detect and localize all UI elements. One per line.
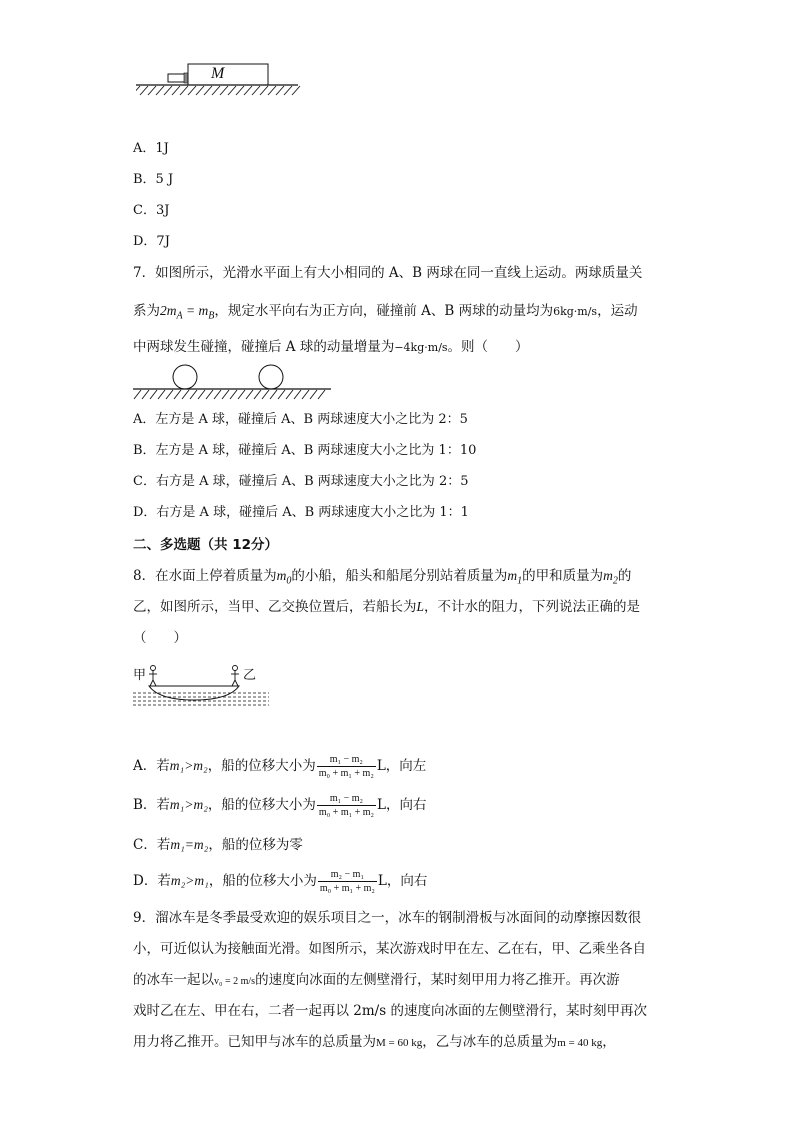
q8-figure [133,660,273,710]
block-label: M [211,65,225,82]
q7-option-b: B．左方是 A 球，碰撞后 A、B 两球速度大小之比为 1：10 [133,443,477,458]
ground-hatch [136,86,300,95]
q9-stem-line3: 的冰车一起以v₀ = 2 m/s的速度向冰面的左侧壁滑行，某时刻甲用力将乙推开。再次游 [133,972,620,988]
q6-option-b: B．5 J [133,172,174,187]
bullet-tip [184,73,188,83]
q6-option-d: D．7J [133,234,170,249]
q7-option-a: A．左方是 A 球，碰撞后 A、B 两球速度大小之比为 2：5 [133,412,468,427]
q7-figure [133,362,333,402]
bullet [168,74,185,82]
q9-stem-line4: 戏时乙在左、甲在右，二者一起再以 2m/s 的速度向冰面的左侧壁滑行，某时刻甲再次 [133,1003,647,1019]
fraction-b: $\frac{\text{m₁ − m₂}}{\text{m₀ + m₁ + m₂}}$ [318,793,374,818]
person-yi [231,666,239,687]
q8-option-c: C．若m₁=m₂，船的位移为零 [133,837,303,853]
q9-stem-line5: 用力将乙推开。已知甲与冰车的总质量为M = 60 kg，乙与冰车的总质量为m = 40 kg， [133,1034,616,1050]
ball-right [259,365,283,389]
q6-option-a: A．1J [133,141,169,156]
fig-label-jia: 甲 [133,668,147,683]
q8-option-a: A．若m₁>m₂，船的位移大小为 $\frac{\text{m₁ − m₂}}{\text{m₀ + m₁ + m₂}}$ L，向左 [133,754,427,779]
q8-option-d: D．若m₂>m₁，船的位移大小为 $\frac{\text{m₂ − m₁}}{\text{m₀ + m₁ + m₂}}$ L，向右 [133,869,428,894]
q7-option-d: D．右方是 A 球，碰撞后 A、B 两球速度大小之比为 1：1 [133,505,469,520]
fraction-d: $\frac{\text{m₂ − m₁}}{\text{m₀ + m₁ + m₂}}$ [319,869,375,894]
fraction-a: $\frac{\text{m₁ − m₂}}{\text{m₀ + m₁ + m₂}}$ [318,754,374,779]
q7-option-c: C．右方是 A 球，碰撞后 A、B 两球速度大小之比为 2：5 [133,474,469,489]
q7-stem-line2: 系为$2m_A = m_B$，规定水平向右为正方向，碰撞前 A、B 两球的动量均为6kg·m/s，运动 [133,303,638,322]
q8-stem-line1: 8．在水面上停着质量为$m_0$的小船，船头和船尾分别站着质量为$m_1$的甲和质量为$m_2$的 [133,568,632,587]
q8-option-b: B．若m₁>m₂，船的位移大小为 $\frac{\text{m₁ − m₂}}{\text{m₀ + m₁ + m₂}}$ L，向右 [133,793,427,818]
block-m [188,64,268,85]
q9-stem-line1: 9．溜冰车是冬季最受欢迎的娱乐项目之一，冰车的钢制滑板与冰面间的动摩擦因数很 [133,910,642,926]
fig-label-yi: 乙 [243,668,257,683]
q8-stem-line2: 乙，如图所示，当甲、乙交换位置后，若船长为L，不计水的阻力，下列说法正确的是 [133,599,641,615]
q7-stem-line1: 7．如图所示，光滑水平面上有大小相同的 A、B 两球在同一直线上运动。两球质量关 [133,265,643,281]
q7-stem-line3: 中两球发生碰撞，碰撞后 A 球的动量增量为−4kg·m/s。则（ ） [133,339,529,355]
q8-stem-line3: （ ） [133,630,187,646]
ball-left [173,365,197,389]
section-title: 二、多选题（共 12分） [133,537,278,553]
q6-option-c: C．3J [133,203,170,218]
q7-ground-hatch [134,390,325,399]
q9-stem-line2: 小，可近似认为接触面光滑。如图所示，某次游戏时甲在左、乙在右，甲、乙乘坐各自 [133,941,646,957]
person-jia [149,666,157,687]
